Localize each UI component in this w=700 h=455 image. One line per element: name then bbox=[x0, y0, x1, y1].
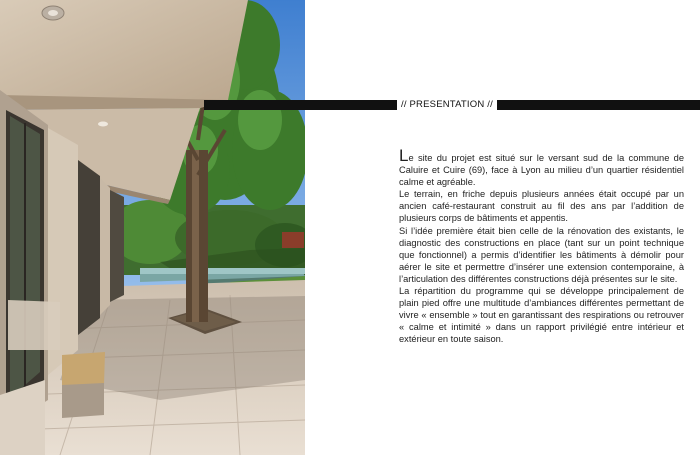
presentation-text bbox=[399, 146, 684, 346]
paragraph-renovation: Si l’idée première était bien celle de la rénovation des existants, le diagnostic des constructions en place (tant sur un point technique que fonctionnel) a permis d’identifier les bâtiments à démolir pour aérer le site et permettre d’insérer une extension contemporaine, à l’articulation des différentes constructions déjà présentes sur le site. bbox=[399, 225, 684, 284]
intro-text: e site du projet est situé sur le versant sud de la commune de Caluire et Cuire (69), face à Lyon au milieu d’un quartier résidentiel calme et agréable. bbox=[399, 153, 684, 188]
intro-paragraph bbox=[399, 146, 684, 188]
paragraph-terrain: Le terrain, en friche depuis plusieurs années était occupé par un ancien café-restaurant construit au fil des ans par l’addition de plusieurs corps de bâtiments et appentis. bbox=[399, 189, 684, 224]
architecture-photo bbox=[0, 0, 305, 455]
paragraph-programme: La répartition du programme qui se développe principalement de plain pied offre une multitude d’ambiances différentes permettant de vivre « ensemble » tout en garantissant des respirations ou retrouver « calme et intimité » dans un rapport privilégié entre intérieur et extérieur en toute saison. bbox=[399, 286, 684, 345]
drop-cap: L bbox=[399, 146, 409, 165]
section-title: // PRESENTATION // bbox=[397, 99, 497, 111]
